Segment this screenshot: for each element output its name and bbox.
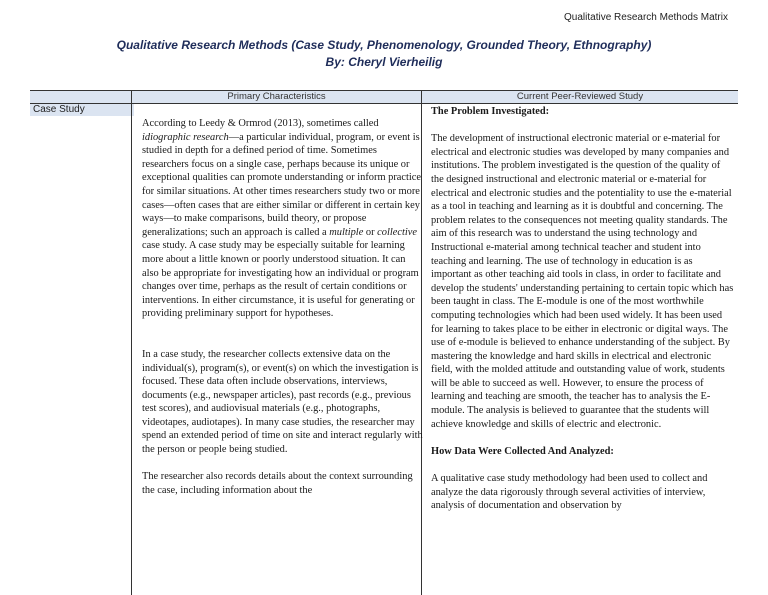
row-label-case-study: Case Study xyxy=(30,104,134,116)
column-divider xyxy=(131,91,132,595)
primary-characteristics-cell xyxy=(142,117,424,497)
problem-heading: The Problem Investigated: xyxy=(431,106,550,117)
column-header-primary: Primary Characteristics xyxy=(227,91,326,102)
primary-paragraph-2: In a case study, the researcher collects extensive data on the individual(s), program(s), or event(s) on which the investigation is focused. These data often include observations, interviews, documents (e.g., newspaper articles), past records (e.g., previous test scores), and audiovisual materials (e.g., photographs, videotapes, audiotapes). In many case studies, the researcher may spend an extended period of time on site and interact regularly with the person or people being studied. xyxy=(142,348,423,456)
running-header: Qualitative Research Methods Matrix xyxy=(564,12,728,23)
document-title xyxy=(0,37,768,71)
methods-matrix-table xyxy=(30,90,738,595)
primary-paragraph-3: The researcher also records details about the context surrounding the case, including information about the xyxy=(142,471,413,496)
data-collection-paragraph: A qualitative case study methodology had been used to collect and analyze the data rigorously through several activities of interview, analysis of documentation and observation by xyxy=(431,473,708,512)
data-collection-heading: How Data Were Collected And Analyzed: xyxy=(431,445,614,457)
author-line: By: Cheryl Vierheilig xyxy=(325,55,443,69)
table-header-row xyxy=(30,91,738,104)
column-header-current: Current Peer-Reviewed Study xyxy=(516,91,644,102)
primary-paragraph-1: According to Leedy & Ormrod (2013), sometimes called idiographic research—a particular individual, program, or event is studied in depth for a defined period of time. Sometimes researchers focus on a single case, perhaps because its unique or exceptional qualities can promote understanding or inform practice for similar situations. At other times researchers study two or more cases—often cases that are either similar or different in certain key ways—to make comparisons, build theory, or propose generalizations; such an approach is called a multiple or collective case study. A case study may be especially suitable for learning more about a little known or poorly understood situation. It can also be appropriate for investigating how an individual or program changes over time, perhaps as the result of certain conditions or interventions. In either circumstance, it is useful for generating or providing preliminary support for hypotheses. xyxy=(142,118,422,320)
problem-paragraph: The development of instructional electronic material or e-material for electrical and electronic studies was developed by many companies and institutions. The problem investigated is the question of the quality of the designed instructional and electronic material or e-material for electrical and electronic studies and the potentiality to use the e-material as a tool in teaching and learning as it is doubtful and concerning. The problem relates to the consequences not meeting quality standards. The aim of this research was to understand the using technology and Instructional e-material among technical teacher and student into teaching and learning. The use of technology in education is as important as other teaching aid tools in class, in order to facilitate and develop the students' understanding pertaining to certain topic which has been taught in class. The E-module is one of the most worthwhile computing technologies which had been used widely. It has been used for learning to takes place to be either in electronic or digital ways. The use of e-module is believed to enhance understanding of the subject. By mastering the knowledge and hard skills in electrical and electronic field, with the molded attitude and outstanding value of work, students will be able to succeed as well. However, to ensure the process of learning and teaching are smooth, the teacher has to analysis the E-module. The analysis is believed to guarantee that the students will achieve knowledge and skills of electric and electronic. xyxy=(431,133,734,430)
title-line: Qualitative Research Methods (Case Study, Phenomenology, Grounded Theory, Ethnography) xyxy=(116,38,652,52)
current-study-cell xyxy=(431,105,734,513)
